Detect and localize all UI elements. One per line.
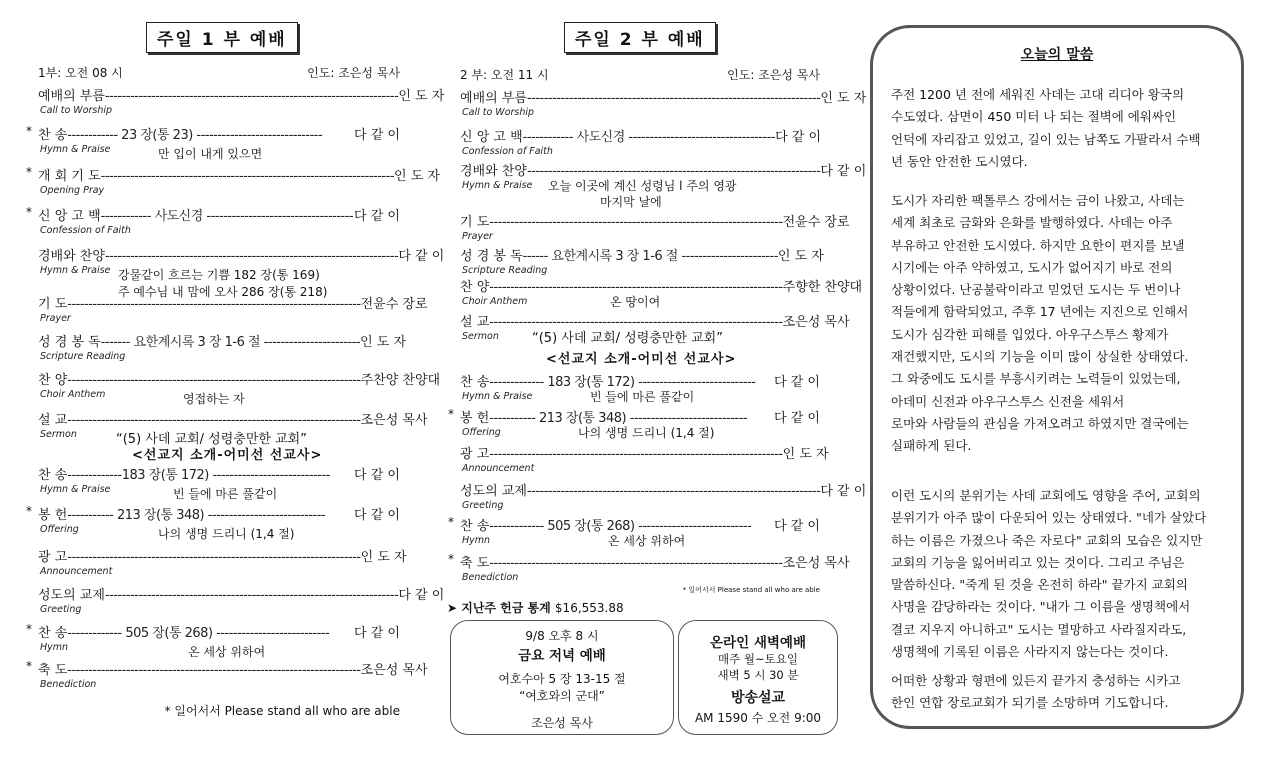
order-item-leader: 조은성 목사 <box>360 663 428 678</box>
order-item-detail: ------------- 505 장(통 268) --------------------------- <box>67 626 330 641</box>
order-item-leader: 다 같 이 <box>398 249 445 264</box>
word-line: 도시가 심각한 피해를 입었다. 아우구스투스 황제가 <box>891 326 1169 342</box>
order-item-english: Hymn <box>462 535 491 546</box>
order-item <box>38 546 407 565</box>
order-item-name: 찬 송 <box>38 626 68 641</box>
word-line: 생명책에 기록된 이름은 사라지지 않는다는 것이다. <box>891 644 1169 660</box>
order-item <box>38 331 407 350</box>
order-item-english: Hymn & Praise <box>462 391 533 402</box>
order-item-leader: 다 같 이 <box>354 128 400 143</box>
service1-column <box>26 0 445 765</box>
word-line: 세계 최초로 금화와 은화를 발행하였다. 사데는 아주 <box>891 215 1173 231</box>
order-item-name: 찬 송 <box>38 128 68 143</box>
todays-word-panel <box>870 25 1244 729</box>
order-item-name: 축 도 <box>460 556 490 571</box>
order-item-leader: 다 같 이 <box>354 468 400 483</box>
service2-missionary: <선교지 소개-어미선 선교사> <box>546 352 737 367</box>
word-line: 로마와 사람들의 관심을 가져오려고 하였지만 결국에는 <box>891 415 1189 431</box>
service1-sermon-title: “(5) 사데 교회/ 성령충만한 교회” <box>116 432 307 447</box>
friday-title: 금요 저녁 예배 <box>518 648 606 664</box>
order-item-name: 찬 양 <box>460 280 490 295</box>
order-item <box>460 480 867 499</box>
order-item-english: Benediction <box>462 572 519 583</box>
order-item-detail: ----------- 213 장(통 348) ---------------------------- <box>67 508 326 523</box>
stand-marker: * <box>26 622 32 636</box>
order-item-name: 찬 송 <box>460 375 490 390</box>
order-item-name: 찬 송 <box>460 519 490 534</box>
order-item-leader: 인 도 자 <box>398 89 445 104</box>
word-line: 분위기가 아주 많이 다운되어 있는 상태였다. "네가 살았다 <box>891 510 1207 526</box>
order-item-english: Hymn & Praise <box>462 180 533 191</box>
word-line: 아데미 신전과 아우구스투스 신전을 세워서 <box>891 393 1125 409</box>
service1-title: 주일 1 부 예배 <box>146 22 298 53</box>
order-item <box>26 659 428 678</box>
word-paragraph <box>891 190 1229 458</box>
order-item-leader: 조은성 목사 <box>782 315 850 330</box>
order-item-detail: ---------------------------------------------------------------------- <box>67 373 361 388</box>
order-item-name: 봉 헌 <box>38 508 68 523</box>
order-item-english: Call to Worship <box>462 107 535 118</box>
order-item-name: 신 앙 고 백 <box>460 130 523 145</box>
order-item <box>26 622 400 641</box>
order-item-detail: ------------- 183 장(통 172) ---------------------------- <box>489 375 756 390</box>
order-item-name: 예배의 부름 <box>460 91 527 106</box>
word-line: 시기에는 아주 약하였고, 도시가 없어지기 바로 전의 <box>891 259 1173 275</box>
order-item-leader: 다 같 이 <box>774 411 820 426</box>
order-item-leader: 다 같 이 <box>354 626 400 641</box>
word-line: 교회의 기능을 잃어버리고 있는 것이다. 그리고 주님은 <box>891 554 1185 570</box>
order-item-detail: ---------------------------------------------------------------------- <box>104 249 399 264</box>
order-item-leader: 주향한 찬양대 <box>782 280 863 295</box>
stand-marker: * <box>26 124 32 138</box>
order-item-english: Announcement <box>40 566 113 577</box>
order-item-detail: ------------- 505 장(통 268) --------------------------- <box>489 519 752 534</box>
service2-title: 주일 2 부 예배 <box>564 22 716 53</box>
order-item-detail: ------------ 사도신경 ----------------------------------- <box>522 130 776 145</box>
friday-date: 9/8 오후 8 시 <box>525 629 599 643</box>
order-item-english: Offering <box>40 524 79 535</box>
online-days: 매주 월~토요일 <box>718 652 798 666</box>
service2-time: 2 부: 오전 11 시 <box>460 68 549 82</box>
order-item-leader: 다 같 이 <box>775 130 822 145</box>
order-item-detail: ---------------------------------------------------------------------- <box>104 89 399 104</box>
order-item-detail: ---------------------------------------------------------------------- <box>526 91 821 106</box>
order-item-detail: -------------183 장(통 172) ---------------------------- <box>67 468 330 483</box>
order-item-name: 성 경 봉 독 <box>38 335 101 350</box>
order-item-detail: ----------- 213 장(통 348) ---------------------------- <box>489 411 748 426</box>
order-item-name: 기 도 <box>38 297 68 312</box>
word-line: 그 와중에도 도시를 부흥시키려는 노력들이 있었는데, <box>891 371 1181 387</box>
order-item-name: 신 앙 고 백 <box>38 209 101 224</box>
order-item <box>38 369 441 388</box>
order-item-english: Sermon <box>462 331 499 342</box>
order-item <box>26 205 400 224</box>
order-item-leader: 조은성 목사 <box>782 556 850 571</box>
word-line: 어떠한 상황과 형편에 있든지 끝가지 충성하는 시카고 <box>891 673 1181 688</box>
word-line: 부유하고 안전한 도시였다. 하지만 요한이 편지를 보낼 <box>891 237 1185 253</box>
order-item-detail: ------------ 사도신경 ----------------------------------- <box>100 209 354 224</box>
word-line: 말씀하신다. "죽게 된 것을 온전히 하라" 끝가지 교회의 <box>891 577 1188 593</box>
order-item <box>38 293 428 312</box>
order-item <box>460 126 820 145</box>
order-item-name: 기 도 <box>460 215 490 230</box>
broadcast-info: AM 1590 수 오전 9:00 <box>694 711 822 725</box>
online-time: 새벽 5 시 30 분 <box>717 668 799 682</box>
order-item <box>38 409 428 428</box>
stand-marker: * <box>26 205 32 219</box>
friday-service-box <box>450 620 674 735</box>
order-item-name: 설 교 <box>38 413 68 428</box>
order-item-english: Choir Anthem <box>40 389 106 400</box>
order-item-subtext: 주 예수님 내 맘에 오사 286 장(통 218) <box>118 285 328 299</box>
order-item <box>460 211 850 230</box>
order-item-english: Announcement <box>462 463 535 474</box>
order-item <box>26 165 440 184</box>
order-item <box>38 85 445 104</box>
order-item-detail: ---------------------------------------------------------------------- <box>67 413 361 428</box>
order-item-english: Hymn & Praise <box>40 484 111 495</box>
stand-marker: * <box>26 165 32 179</box>
order-item-detail: ------ 요한계시록 3 장 1-6 절 ----------------------- <box>522 249 778 264</box>
order-item-name: 광 고 <box>460 447 490 462</box>
stand-marker: * <box>26 659 32 673</box>
order-item-leader: 다 같 이 <box>398 588 445 603</box>
word-line: 실패하게 된다. <box>891 438 972 454</box>
order-item-detail: ---------------------------------------------------------------------- <box>489 315 783 330</box>
order-item <box>38 584 445 603</box>
order-item-english: Hymn & Praise <box>40 265 111 276</box>
word-line: 도시가 자리한 팩톨루스 강에서는 금이 나왔고, 사데는 <box>891 193 1185 208</box>
order-item-leader: 조은성 목사 <box>360 413 428 428</box>
order-item-detail: ---------------------------------------------------------------------- <box>489 215 783 230</box>
online-service-box <box>678 620 838 735</box>
order-item-english: Choir Anthem <box>462 296 528 307</box>
order-item-name: 개 회 기 도 <box>38 169 101 184</box>
word-line: 재건했지만, 도시의 기능을 이미 많이 상실한 상태였다. <box>891 349 1189 365</box>
order-item-detail: ---------------------------------------------------------------------- <box>526 484 821 499</box>
order-item-english: Call to Worship <box>40 105 113 116</box>
stand-marker: * <box>26 504 32 518</box>
word-line: 한인 연합 장로교회가 되기를 소망하며 기도합니다. <box>891 695 1169 711</box>
order-item-subtext: 나의 생명 드리니 (1,4 절) <box>158 527 295 541</box>
service1-missionary: <선교지 소개-어미선 선교사> <box>132 448 323 463</box>
order-item <box>26 124 400 143</box>
order-item <box>38 464 400 483</box>
word-paragraph <box>891 84 1229 173</box>
order-item-english: Prayer <box>462 231 493 242</box>
order-item-leader: 주찬양 찬양대 <box>360 373 441 388</box>
order-item-detail: ---------------------------------------------------------------------- <box>489 447 783 462</box>
order-item-english: Scripture Reading <box>40 351 126 362</box>
todays-word-title: 오늘의 말씀 <box>1020 47 1094 63</box>
order-item-detail: ------------ 23 장(통 23) ------------------------------ <box>67 128 323 143</box>
order-item-english: Sermon <box>40 429 77 440</box>
word-line: 사명을 감당하라는 것이다. "내가 그 이름을 생명책에서 <box>891 599 1191 615</box>
order-item-subtext: 만 입이 내게 있으면 <box>158 147 263 161</box>
service1-time: 1부: 오전 08 시 <box>38 66 123 80</box>
order-item-subtext: 오늘 이곳에 계신 성령님 l 주의 영광 <box>548 179 737 193</box>
stand-marker: * <box>448 515 454 529</box>
friday-passage: 여호수아 5 장 13-15 절 <box>498 672 626 686</box>
order-item-english: Offering <box>462 427 501 438</box>
order-item-name: 예배의 부름 <box>38 89 105 104</box>
service1-leader: 인도: 조은성 목사 <box>307 66 400 80</box>
offering-stats-amount: $16,553.88 <box>554 601 624 615</box>
order-item-leader: 인 도 자 <box>360 335 407 350</box>
order-item-detail: ------- 요한계시록 3 장 1-6 절 ----------------------- <box>100 335 361 350</box>
service1-stand-note: * 일어서서 Please stand all who are able <box>164 704 400 718</box>
order-item-leader: 인 도 자 <box>360 550 407 565</box>
order-item-detail: ---------------------------------------------------------------------- <box>67 550 361 565</box>
order-item-name: 경배와 찬양 <box>460 164 527 179</box>
word-paragraph <box>891 670 1229 715</box>
order-item <box>460 87 867 106</box>
order-item-name: 성 경 봉 독 <box>460 249 523 264</box>
order-item-english: Confession of Faith <box>462 146 553 157</box>
order-item-name: 봉 헌 <box>460 411 490 426</box>
order-item-leader: 인 도 자 <box>820 91 867 106</box>
order-item-subtext: 나의 생명 드리니 (1,4 절) <box>578 426 715 440</box>
friday-theme: “여호와의 군대” <box>519 689 605 703</box>
order-item-english: Hymn & Praise <box>40 144 111 155</box>
word-line: 언덕에 자리잡고 있었고, 길이 있는 남쪽도 가팔라서 수백 <box>891 131 1201 147</box>
word-line: 상황이었다. 난공불락이라고 믿었던 도시는 두 번이나 <box>891 282 1181 298</box>
order-item-english: Benediction <box>40 679 97 690</box>
order-item-name: 설 교 <box>460 315 490 330</box>
service2-leader: 인도: 조은성 목사 <box>727 68 820 82</box>
order-item <box>38 245 445 264</box>
order-item-subtext: 마지막 날에 <box>600 195 662 209</box>
order-item-subtext: 빈 들에 마른 풀같이 <box>173 487 278 501</box>
broadcast-title: 방송설교 <box>730 690 786 706</box>
order-item <box>448 552 850 571</box>
order-item-detail: ---------------------------------------------------------------------- <box>67 663 361 678</box>
word-line: 주전 1200 년 전에 세워진 사데는 고대 리디아 왕국의 <box>891 87 1185 102</box>
order-item-english: Confession of Faith <box>40 225 131 236</box>
order-item-english: Opening Pray <box>40 185 105 196</box>
word-line: 년 동안 안전한 도시였다. <box>891 153 1028 169</box>
order-item-subtext: 강물같이 흐르는 기쁨 182 장(통 169) <box>118 268 320 282</box>
order-item-subtext: 온 세상 위하여 <box>188 645 266 659</box>
online-title: 온라인 새벽예배 <box>710 635 806 651</box>
order-item <box>460 245 824 264</box>
order-item-subtext: 영접하는 자 <box>183 392 245 406</box>
order-item-leader: 인 도 자 <box>777 249 824 264</box>
order-item-leader: 인 도 자 <box>394 169 440 184</box>
order-item-leader: 다 같 이 <box>774 519 820 534</box>
order-item-detail: ---------------------------------------------------------------------- <box>104 588 399 603</box>
order-item-detail: ---------------------------------------------------------------------- <box>67 297 361 312</box>
word-line: 이런 도시의 분위기는 사데 교회에도 영향을 주어, 교회의 <box>891 488 1201 503</box>
order-item-leader: 다 같 이 <box>354 508 400 523</box>
order-item-english: Greeting <box>462 500 504 511</box>
order-item-name: 찬 송 <box>38 468 68 483</box>
friday-speaker: 조은성 목사 <box>531 716 593 730</box>
order-item-english: Hymn <box>40 642 69 653</box>
order-item-detail: ---------------------------------------------------------------------- <box>489 280 783 295</box>
order-item-name: 성도의 교제 <box>460 484 527 499</box>
order-item-detail: ---------------------------------------------------------------------- <box>100 169 395 184</box>
order-item-english: Scripture Reading <box>462 265 548 276</box>
order-item-english: Prayer <box>40 313 71 324</box>
order-item-subtext: 온 땅이여 <box>610 295 661 309</box>
order-item-leader: 다 같 이 <box>354 209 400 224</box>
stand-marker: * <box>448 407 454 421</box>
order-item-name: 축 도 <box>38 663 68 678</box>
order-item-english: Greeting <box>40 604 82 615</box>
offering-stats <box>447 599 624 616</box>
word-paragraph <box>891 485 1229 663</box>
order-item-leader: 전윤수 장로 <box>782 215 850 230</box>
order-item <box>460 443 829 462</box>
order-item-name: 광 고 <box>38 550 68 565</box>
order-item-subtext: 빈 들에 마른 풀같이 <box>590 390 695 404</box>
order-item-leader: 다 같 이 <box>820 484 867 499</box>
offering-stats-label: ➤ 지난주 헌금 통계 <box>447 601 551 615</box>
order-item-leader: 다 같 이 <box>774 375 820 390</box>
word-line: 결코 지우지 아니하고" 도시는 멸망하고 사라질지라도, <box>891 621 1187 637</box>
order-item-detail: ---------------------------------------------------------------------- <box>489 556 783 571</box>
order-item-leader: 인 도 자 <box>782 447 829 462</box>
stand-marker: * <box>448 552 454 566</box>
word-line: 하는 이름은 가졌으나 죽은 자로다" 교회의 모습은 있지만 <box>891 532 1203 548</box>
order-item <box>26 504 400 523</box>
word-line: 적들에게 함락되었고, 주후 17 년에는 지진으로 인해서 <box>891 304 1189 320</box>
order-item-subtext: 온 세상 위하여 <box>608 534 686 548</box>
order-item-detail: ---------------------------------------------------------------------- <box>526 164 821 179</box>
order-item-name: 성도의 교제 <box>38 588 105 603</box>
order-item-name: 찬 양 <box>38 373 68 388</box>
service2-sermon-title: “(5) 사데 교회/ 성령충만한 교회” <box>532 331 723 346</box>
order-item-leader: 전윤수 장로 <box>360 297 428 312</box>
word-line: 수도였다. 삼면이 450 미터 나 되는 절벽에 에워싸인 <box>891 109 1177 125</box>
order-item-name: 경배와 찬양 <box>38 249 105 264</box>
order-item-leader: 다 같 이 <box>820 164 867 179</box>
service2-stand-note: * 일어서서 Please stand all who are able <box>682 586 820 594</box>
